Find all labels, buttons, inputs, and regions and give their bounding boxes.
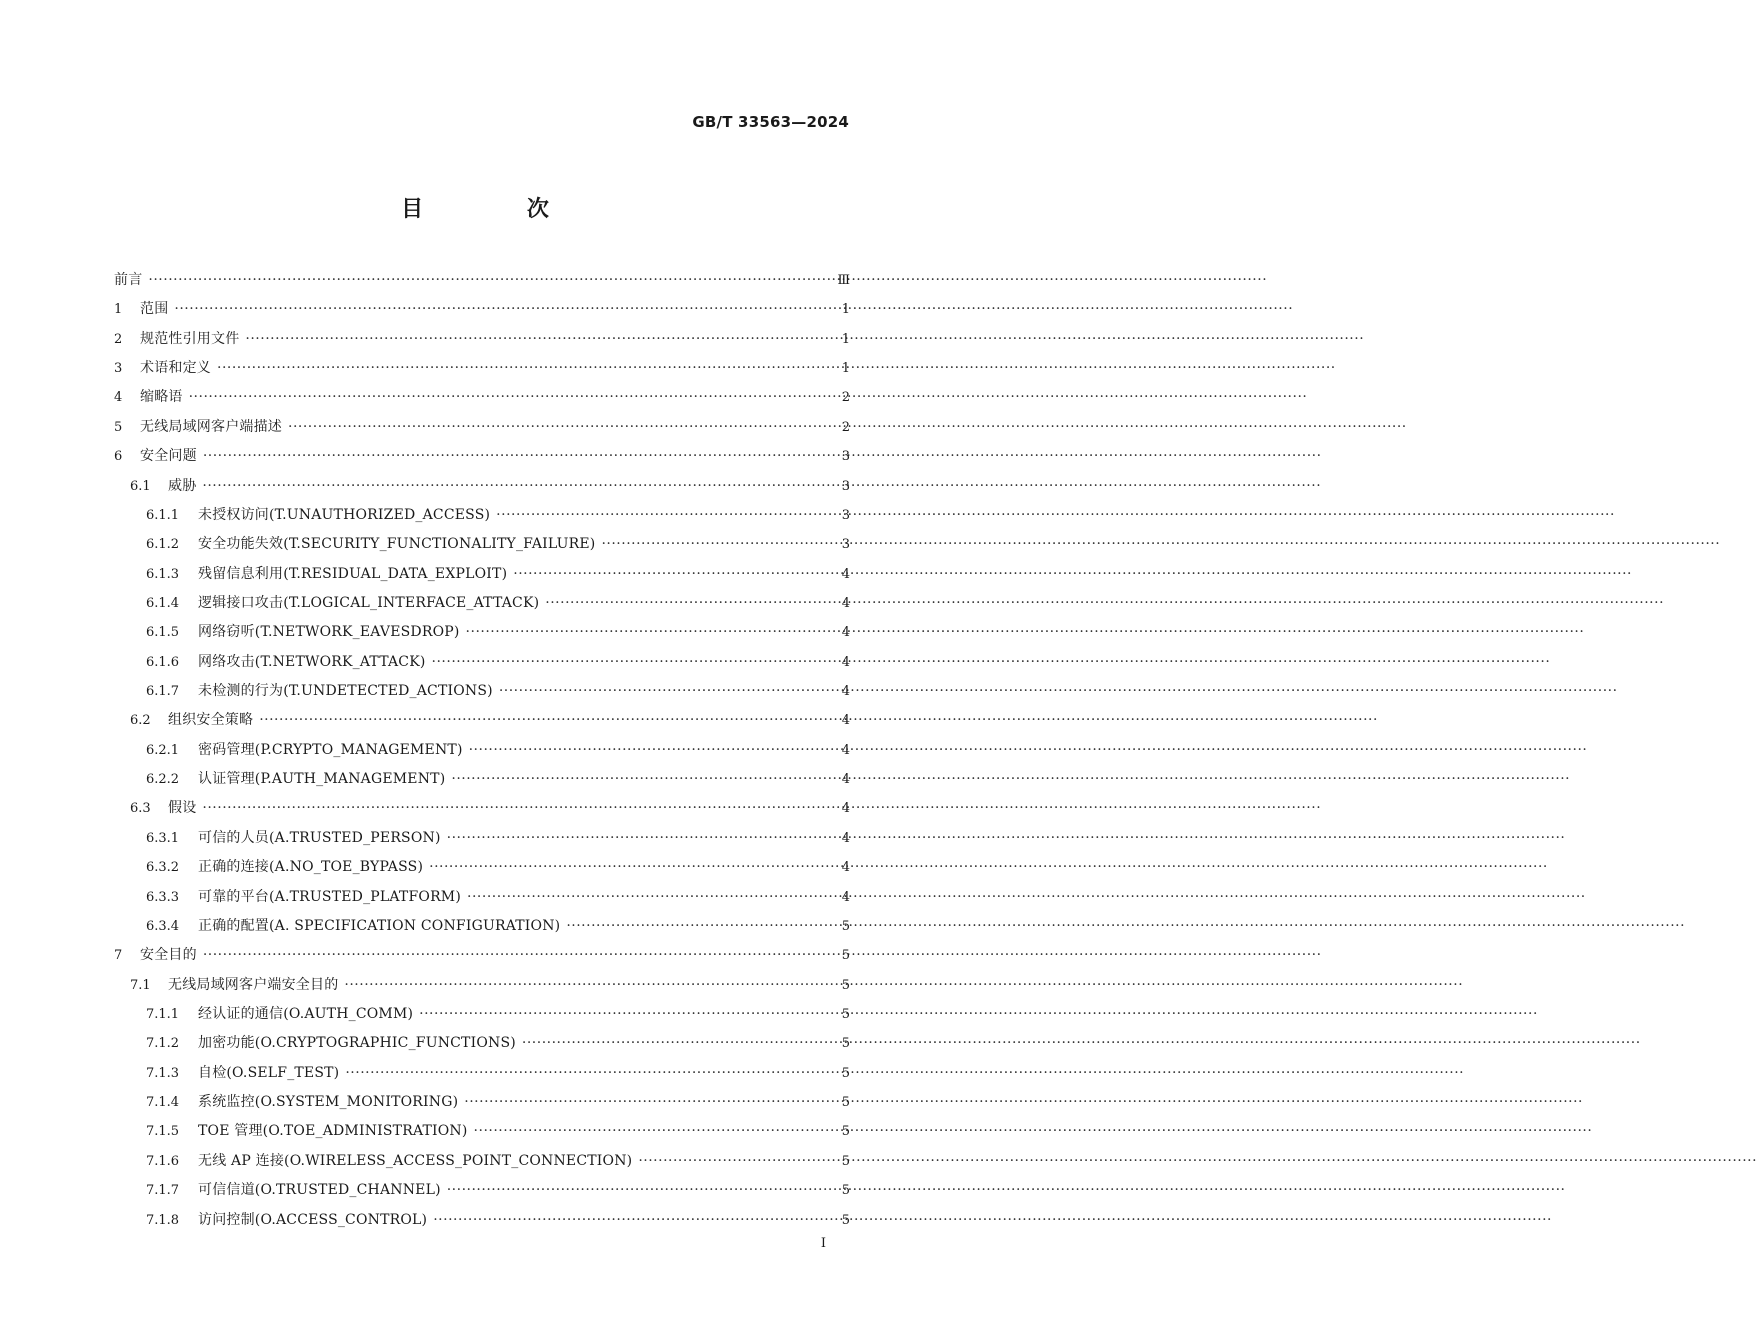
toc-entry-page: 4: [841, 713, 850, 729]
toc-entry-page: 5: [841, 1124, 850, 1140]
toc-leader-dots: [203, 448, 836, 464]
toc-entry-page: 2: [841, 390, 850, 406]
toc-leader-dots: [174, 301, 836, 317]
toc-entry-number: 6.3.3: [146, 889, 180, 905]
toc-entry[interactable]: [114, 709, 850, 738]
toc-entry[interactable]: [114, 445, 850, 474]
toc-entry[interactable]: [114, 298, 850, 327]
toc-entry-title: 前言: [114, 272, 143, 288]
toc-leader-dots: [259, 712, 836, 728]
toc-entry[interactable]: [114, 475, 850, 504]
toc-entry[interactable]: [114, 680, 850, 709]
toc-entry-title: 加密功能(O.CRYPTOGRAPHIC_FUNCTIONS): [198, 1035, 516, 1052]
toc-entry-page: 5: [841, 1153, 850, 1169]
toc-entry-number: 6.3.2: [146, 860, 180, 876]
toc-entry-page: 5: [841, 1006, 850, 1022]
toc-entry-number: 6.1.3: [146, 566, 180, 582]
toc-leader-dots: [189, 389, 836, 405]
toc-entry-title: 访问控制(O.ACCESS_CONTROL): [198, 1211, 428, 1228]
toc-entry-number: 6.1.6: [146, 654, 180, 670]
toc-entry[interactable]: [114, 827, 850, 856]
toc-entry-number: 7: [114, 948, 123, 964]
toc-entry-page: 4: [841, 595, 850, 611]
toc-entry-number: 6.1.4: [146, 595, 180, 611]
toc-entry-number: 6.1.7: [146, 684, 180, 700]
toc-entry-page: Ⅲ: [837, 273, 850, 288]
toc-entry-title: 经认证的通信(O.AUTH_COMM): [198, 1005, 414, 1022]
toc-entry[interactable]: [114, 1120, 850, 1149]
toc-entry-title: 认证管理(P.AUTH_MANAGEMENT): [198, 771, 446, 788]
toc-entry[interactable]: [114, 1150, 850, 1179]
toc-entry[interactable]: [114, 651, 850, 680]
toc-entry[interactable]: [114, 1209, 850, 1238]
toc-entry-page: 1: [841, 302, 850, 318]
toc-leader-dots: [474, 1123, 836, 1139]
toc-leader-dots: [245, 331, 836, 347]
toc-entry-page: 5: [841, 918, 850, 934]
toc-leader-dots: [345, 1065, 836, 1081]
toc-entry[interactable]: [114, 504, 850, 533]
toc-entry-title: 范围: [140, 301, 169, 318]
toc-entry[interactable]: [114, 944, 850, 973]
toc-leader-dots: [447, 1182, 836, 1198]
toc-entry-page: 3: [841, 507, 850, 523]
toc-entry[interactable]: [114, 886, 850, 915]
toc-entry-page: 4: [841, 830, 850, 846]
toc-entry[interactable]: [114, 1003, 850, 1032]
toc-entry-number: 7.1: [130, 977, 151, 993]
toc-entry-title: 网络窃听(T.NETWORK_EAVESDROP): [198, 624, 460, 641]
toc-entry[interactable]: [114, 974, 850, 1003]
toc-leader-dots: [496, 507, 836, 523]
toc-entry[interactable]: [114, 533, 850, 562]
toc-entry-number: 3: [114, 361, 123, 377]
toc-entry[interactable]: [114, 416, 850, 445]
toc-entry-title: 安全问题: [140, 448, 197, 465]
toc-entry-page: 4: [841, 889, 850, 905]
toc-entry-page: 5: [841, 1065, 850, 1081]
toc-leader-dots: [467, 889, 836, 905]
toc-entry-title: 无线 AP 连接(O.WIRELESS_ACCESS_POINT_CONNECTION): [198, 1152, 633, 1169]
toc-entry[interactable]: [114, 856, 850, 885]
toc-leader-dots: [344, 977, 836, 993]
toc-entry-number: 1: [114, 302, 123, 318]
toc-entry-page: 4: [841, 625, 850, 641]
toc-entry[interactable]: [114, 915, 850, 944]
toc-entry[interactable]: [114, 563, 850, 592]
toc-entry-title: 密码管理(P.CRYPTO_MANAGEMENT): [198, 741, 463, 758]
toc-leader-dots: [288, 419, 836, 435]
toc-entry-page: 4: [841, 566, 850, 582]
toc-entry-page: 1: [841, 361, 850, 377]
toc-entry-number: 6.3.4: [146, 918, 180, 934]
toc-entry-page: 3: [841, 478, 850, 494]
toc-entry-number: 7.1.4: [146, 1095, 180, 1111]
toc-entry-number: 7.1.5: [146, 1124, 180, 1140]
toc-entry-title: 正确的配置(A. SPECIFICATION CONFIGURATION): [198, 917, 561, 934]
toc-leader-dots: [522, 1035, 836, 1051]
toc-entry-number: 6.3.1: [146, 830, 180, 846]
toc-entry-page: 4: [841, 772, 850, 788]
toc-entry-title: 未检测的行为(T.UNDETECTED_ACTIONS): [198, 683, 493, 700]
toc-entry-number: 6.1: [130, 478, 151, 494]
toc-entry-page: 5: [841, 1095, 850, 1111]
toc-entry-number: 6.1.5: [146, 625, 180, 641]
toc-entry-number: 6.2: [130, 713, 151, 729]
toc-leader-dots: [148, 272, 833, 288]
toc-entry-page: 3: [841, 449, 850, 465]
toc-entry[interactable]: [114, 592, 850, 621]
toc-entry[interactable]: [114, 1062, 850, 1091]
toc-entry-title: 正确的连接(A.NO_TOE_BYPASS): [198, 859, 424, 876]
toc-entry-title: 系统监控(O.SYSTEM_MONITORING): [198, 1094, 459, 1111]
toc-leader-dots: [429, 859, 836, 875]
page-number: I: [820, 1236, 826, 1251]
toc-entry-title: TOE 管理(O.TOE_ADMINISTRATION): [198, 1123, 468, 1140]
toc-entry-number: 7.1.2: [146, 1036, 180, 1052]
toc-entry-number: 5: [114, 419, 123, 435]
toc-entry-title: 安全功能失效(T.SECURITY_FUNCTIONALITY_FAILURE): [198, 536, 596, 553]
toc-leader-dots: [466, 624, 836, 640]
toc-entry-title: 可信信道(O.TRUSTED_CHANNEL): [198, 1182, 441, 1199]
toc-entry-number: 7.1.6: [146, 1153, 180, 1169]
toc-entry-title: 安全目的: [140, 947, 197, 964]
toc-leader-dots: [566, 918, 836, 934]
toc-entry-number: 7.1.7: [146, 1183, 180, 1199]
toc-entry-title: 残留信息利用(T.RESIDUAL_DATA_EXPLOIT): [198, 565, 508, 582]
toc-entry-page: 2: [841, 419, 850, 435]
table-of-contents: [114, 269, 850, 1238]
toc-entry-page: 4: [841, 684, 850, 700]
toc-entry-number: 6.1.1: [146, 507, 180, 523]
standard-number: GB/T 33563—2024: [692, 113, 849, 131]
toc-entry[interactable]: [114, 739, 850, 768]
toc-leader-dots: [464, 1094, 836, 1110]
toc-entry-title: 未授权访问(T.UNAUTHORIZED_ACCESS): [198, 506, 491, 523]
toc-entry[interactable]: [114, 1091, 850, 1120]
toc-entry-title: 假设: [168, 800, 197, 817]
toc-entry-title: 规范性引用文件: [140, 330, 240, 347]
toc-leader-dots: [202, 478, 836, 494]
toc-entry-title: 术语和定义: [140, 360, 211, 377]
toc-leader-dots: [432, 654, 836, 670]
toc-entry[interactable]: [114, 386, 850, 415]
toc-leader-dots: [469, 742, 836, 758]
toc-entry-number: 2: [114, 331, 123, 347]
toc-entry-title: 组织安全策略: [168, 712, 254, 729]
toc-entry-page: 5: [841, 1212, 850, 1228]
toc-entry-page: 4: [841, 801, 850, 817]
toc-entry[interactable]: [114, 1179, 850, 1208]
toc-entry-page: 5: [841, 1183, 850, 1199]
toc-leader-dots: [499, 683, 836, 699]
toc-leader-dots: [451, 771, 836, 787]
toc-entry-page: 4: [841, 654, 850, 670]
toc-entry-title: 威胁: [168, 477, 197, 494]
toc-leader-dots: [601, 536, 836, 552]
toc-entry-title: 自检(O.SELF_TEST): [198, 1064, 340, 1081]
toc-entry-number: 4: [114, 390, 123, 406]
toc-entry-number: 7.1.8: [146, 1212, 180, 1228]
toc-entry-page: 4: [841, 742, 850, 758]
toc-entry-number: 6.2.2: [146, 772, 180, 788]
toc-leader-dots: [433, 1212, 836, 1228]
toc-entry-page: 5: [841, 1036, 850, 1052]
toc-leader-dots: [202, 800, 836, 816]
toc-entry-page: 4: [841, 860, 850, 876]
toc-entry-page: 1: [841, 331, 850, 347]
toc-leader-dots: [513, 566, 836, 582]
toc-entry[interactable]: [114, 357, 850, 386]
toc-leader-dots: [419, 1006, 836, 1022]
toc-entry-page: 3: [841, 537, 850, 553]
page-title: 目 次: [401, 197, 597, 222]
toc-leader-dots: [638, 1153, 836, 1169]
toc-leader-dots: [447, 830, 836, 846]
toc-entry[interactable]: [114, 797, 850, 826]
toc-entry[interactable]: [114, 1032, 850, 1061]
toc-entry-number: 6.3: [130, 801, 151, 817]
toc-entry-page: 5: [841, 948, 850, 964]
toc-entry-title: 逻辑接口攻击(T.LOGICAL_INTERFACE_ATTACK): [198, 594, 540, 611]
toc-entry-title: 可靠的平台(A.TRUSTED_PLATFORM): [198, 888, 462, 905]
toc-leader-dots: [545, 595, 836, 611]
toc-entry-number: 6.2.1: [146, 742, 180, 758]
toc-entry-number: 7.1.3: [146, 1065, 180, 1081]
toc-entry-number: 6.1.2: [146, 537, 180, 553]
toc-entry-title: 网络攻击(T.NETWORK_ATTACK): [198, 653, 426, 670]
toc-entry-title: 无线局域网客户端安全目的: [168, 976, 339, 993]
toc-entry-number: 6: [114, 449, 123, 465]
toc-entry[interactable]: [114, 269, 850, 298]
toc-entry-number: 7.1.1: [146, 1006, 180, 1022]
toc-entry-page: 5: [841, 977, 850, 993]
toc-entry[interactable]: [114, 768, 850, 797]
toc-entry-title: 无线局域网客户端描述: [140, 418, 282, 435]
toc-entry[interactable]: [114, 621, 850, 650]
toc-entry[interactable]: [114, 328, 850, 357]
toc-entry-title: 缩略语: [140, 389, 183, 406]
toc-leader-dots: [217, 360, 836, 376]
toc-entry-title: 可信的人员(A.TRUSTED_PERSON): [198, 829, 441, 846]
toc-leader-dots: [203, 947, 836, 963]
